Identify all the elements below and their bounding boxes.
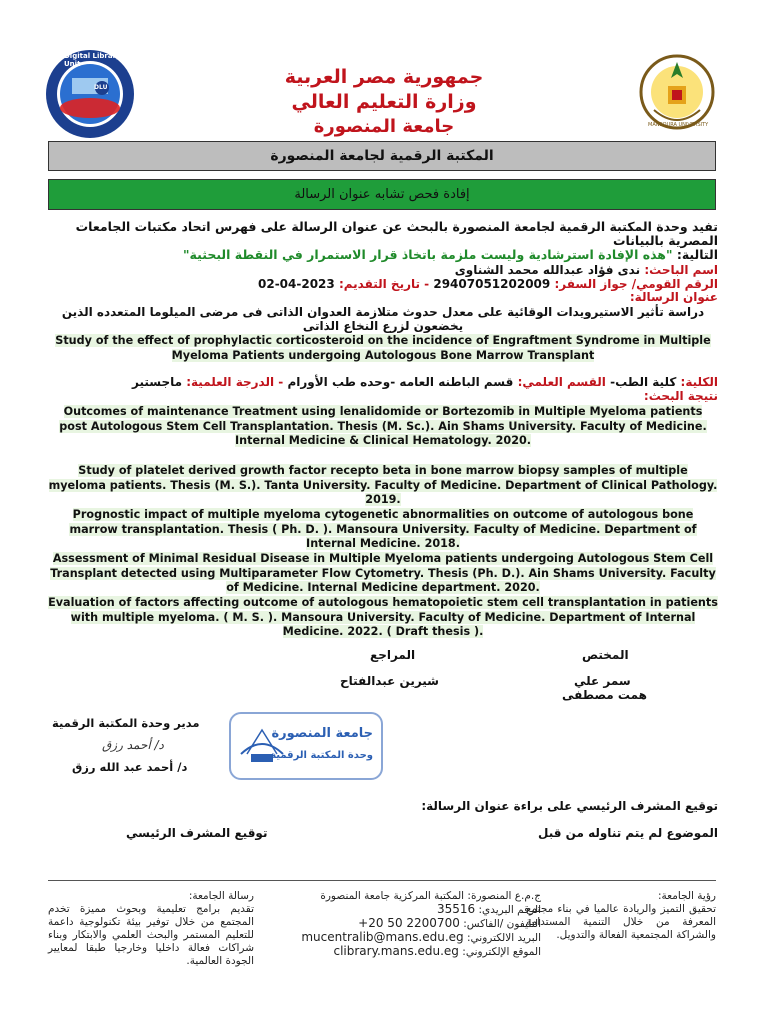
result-item-2 xyxy=(48,464,718,508)
postal-value: 35516 xyxy=(436,902,476,916)
researcher-name: ندى فؤاد عبدالله محمد الشناوى xyxy=(454,263,641,277)
library-bar: المكتبة الرقمية لجامعة المنصورة xyxy=(48,141,716,171)
reviewer-label: المراجع xyxy=(370,648,416,662)
degree-label: - الدرجة العلمية: xyxy=(186,375,284,389)
supervisor-statement: توقيع المشرف الرئيسي على براءة عنوان الرسالة: xyxy=(421,799,718,813)
specialist-label: المختص xyxy=(582,648,629,662)
digital-library-stamp xyxy=(229,712,383,780)
national-id: 29407051202009 xyxy=(433,277,551,291)
result-item-1-text: Outcomes of maintenance Treatment using lenalidomide or Bortezomib in Multiple Myeloma patients post Autologous Stem Cell Transplantation. Thesis (M. Sc.). Ain Shams University. Faculty of Medicine. Internal Medicine & Clinical Hematology. 2020. xyxy=(59,405,707,447)
result-item-3 xyxy=(48,508,718,552)
thesis-title-arabic: دراسة تأثير الاستيرويدات الوقائية على معدل حدوث متلازمة العدوان الذاتى فى مرضى الميلوما المتعدده الذين يخضعون لزرع النخاع الذاتى xyxy=(61,305,705,333)
logo-caption: MANSOURA UNIVERSITY xyxy=(648,122,709,128)
manager-name: د/ أحمد عبد الله رزق xyxy=(72,760,188,774)
name-label: اسم الباحث: xyxy=(644,263,718,277)
postal-row xyxy=(286,903,541,917)
ministry-title: وزارة التعليم العالي xyxy=(291,91,477,113)
result-label: نتيجة البحث: xyxy=(643,389,718,403)
not-covered-statement: الموضوع لم يتم تناوله من قبل xyxy=(538,826,718,840)
digital-library-logo xyxy=(44,48,136,140)
mission-text: تقديم برامج تعليمية وبحوث مميزة تخدم المجتمع من خلال توفير بيئة تكنولوجية داعمة للتعليم المستمر والبحث العلمي والابتكار وبناء شراكات فعالة داخليا وخارجيا طبقا لمعايير الجودة العالمية. xyxy=(48,903,254,967)
phone-value: +20 50 2200700 xyxy=(358,916,460,930)
phone-label: التليفون /الفاكس: xyxy=(463,918,541,930)
result-item-4 xyxy=(48,552,718,596)
supervisor-signature-label: توقيع المشرف الرئيسي xyxy=(126,826,268,840)
intro-disclaimer: "هذه الإفادة استرشادية وليست ملزمة باتخاذ قرار الاستمرار في النقطة البحثية" xyxy=(183,247,673,262)
manager-label: مدير وحدة المكتبة الرقمية xyxy=(52,716,200,730)
vision-title: رؤية الجامعة: xyxy=(658,890,716,902)
web-label: الموقع الإلكتروني: xyxy=(462,946,541,958)
footer-mission xyxy=(48,890,254,968)
email-label: البريد الالكتروني: xyxy=(467,932,541,944)
dept-value: قسم الباطنه العامه -وحده طب الأورام xyxy=(287,375,514,389)
footer-vision xyxy=(526,890,716,942)
result-item-3-text: Prognostic impact of multiple myeloma cytogenetic abnormalities on outcome of autologous bone marrow transplantation. Thesis ( Ph. D. ). Mansoura University. Faculty of Medicine. Department of Internal Medicine. 2018. xyxy=(69,508,697,550)
phone-row xyxy=(286,917,541,931)
result-item-1 xyxy=(48,405,718,449)
id-label: الرقم القومي/ جواز السفر: xyxy=(554,277,718,291)
result-item-4-text: Assessment of Minimal Residual Disease in Multiple Myeloma patients undergoing Autologous Stem Cell Transplant detected using Multiparameter Flow Cytometry. Thesis (Ph. D.). Ain Shams University. Faculty of Medicine. Internal Medicine department. 2020. xyxy=(50,552,716,594)
thesis-title-english xyxy=(48,334,718,363)
mansoura-university-logo xyxy=(636,48,718,138)
manager-handwriting: د/ أحمد رزق xyxy=(102,738,164,752)
email-link[interactable]: mucentralib@mans.edu.eg xyxy=(301,930,464,944)
footer-divider xyxy=(48,880,716,881)
email-row xyxy=(286,931,541,945)
logo-badge: DLU xyxy=(94,84,108,91)
degree-value: ماجستير xyxy=(131,375,183,389)
date-label: - تاريخ التقديم: xyxy=(338,277,430,291)
country-title: جمهورية مصر العربية xyxy=(284,66,484,88)
intro-paragraph xyxy=(28,220,718,262)
dept-label: القسم العلمي: xyxy=(517,375,606,389)
intro-label: التالية: xyxy=(676,247,718,262)
thesis-title-english-text: Study of the effect of prophylactic corticosteroid on the incidence of Engraftment Syndrome in Multiple Myeloma Patients undergoing Autologous Bone Marrow Transplant xyxy=(55,334,711,362)
university-title: جامعة المنصورة xyxy=(313,116,455,137)
faculty-row xyxy=(132,376,718,389)
mission-title: رسالة الجامعة: xyxy=(188,890,254,902)
specialist-name-2: همت مصطفى xyxy=(562,688,647,702)
stamp-unit: وحدة المكتبة الرقمية xyxy=(270,750,373,761)
address-text: ج.م.ع المنصورة: المكتبة المركزية جامعة المنصورة xyxy=(320,890,541,902)
intro-line-1: تفيد وحدة المكتبة الرقمية لجامعة المنصورة بالبحث عن عنوان الرسالة على فهرس اتحاد مكتبات الجامعات المصرية بالبيانات xyxy=(75,219,718,248)
footer-contact xyxy=(286,890,541,959)
web-link[interactable]: clibrary.mans.edu.eg xyxy=(333,944,459,958)
result-item-2-text: Study of platelet derived growth factor recepto beta in bone marrow biopsy samples of multiple myeloma patients. Thesis (M. S.). Tanta University. Faculty of Medicine. Department of Clinical Pathology. 2019. xyxy=(48,464,718,506)
postal-label: الرقم البريدي: xyxy=(478,904,541,916)
reviewer-name: شيرين عبدالفتاح xyxy=(340,674,439,688)
vision-text: تحقيق التميز والريادة عالميا في بناء مجتمع المعرفة من خلال التنمية المستدامة والشراكة المجتمعية الفعالة والتدويل. xyxy=(526,903,716,941)
web-row xyxy=(286,945,541,959)
researcher-name-row xyxy=(455,264,718,277)
faculty-value: كلية الطب- xyxy=(610,375,677,389)
specialist-name-1: سمر علي xyxy=(574,674,631,688)
result-item-5 xyxy=(48,596,718,640)
submission-date: 2023-04-02 xyxy=(257,277,335,291)
intro-line-2 xyxy=(28,248,718,262)
report-title-bar: إفادة فحص تشابه عنوان الرسالة xyxy=(48,179,716,210)
result-item-5-text: Evaluation of factors affecting outcome of autologous hematopoietic stem cell transplantation in patients with multiple myeloma. ( M. S. ). Mansoura University. Faculty of Medicine. Department of Internal Medicine. 2022. ( Draft thesis ). xyxy=(48,596,718,638)
faculty-label: الكلية: xyxy=(680,375,718,389)
logo-ring-text: Digital Library Unit xyxy=(64,52,121,68)
stamp-university: جامعة المنصورة xyxy=(271,726,373,741)
title-label: عنوان الرسالة: xyxy=(629,290,718,304)
